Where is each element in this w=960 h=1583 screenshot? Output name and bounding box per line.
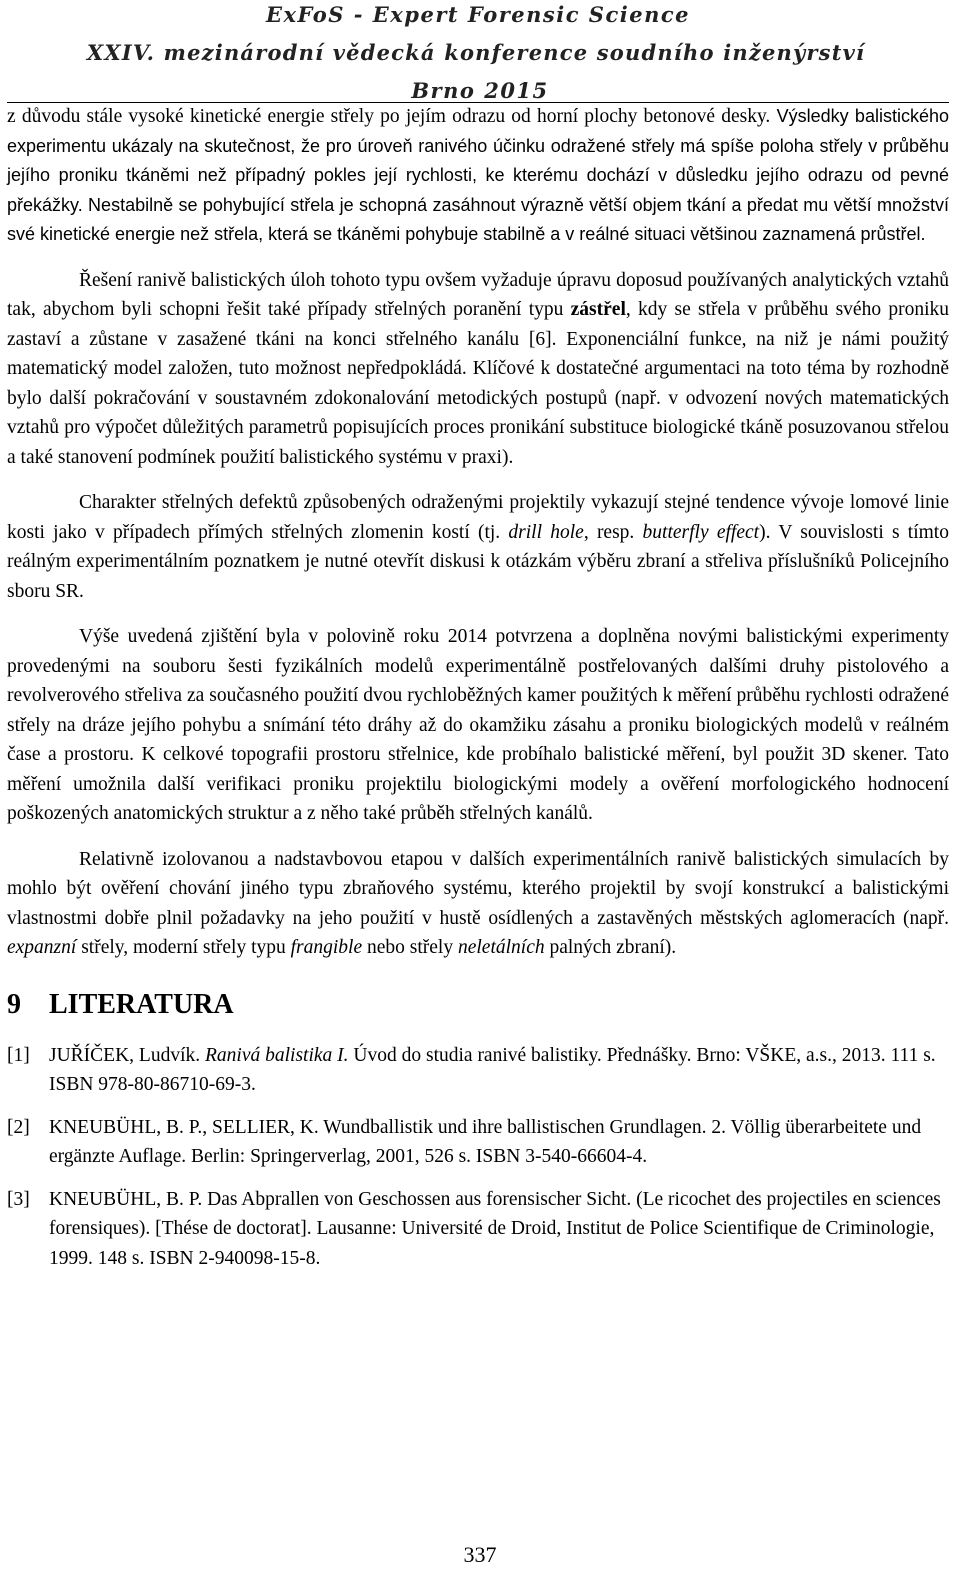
- reference-details: Úvod do studia ranivé balistiky. Přednášky. Brno: VŠKE, a.s., 2013. 111 s. ISBN 978-80-86710-69-3.: [49, 1044, 936, 1095]
- paragraph-5-text-cont-2: nebo střely: [362, 937, 458, 958]
- reference-text: [49, 1041, 949, 1100]
- paragraph-5-italic-term-3: neletálních: [457, 937, 545, 958]
- paragraph-5-text: Relativně izolovanou a nadstavbovou etapou v dalších experimentálních ranivě balistických simulacích by mohlo být ověření chování jiného typu zbraňového systému, kterého projektil by svojí konstrukcí a balistickými vlastnostmi dobře plnil požadavky na jeho použití v hustě osídlených a zastavěných městských aglomeracích (např.: [7, 848, 949, 929]
- paragraph-3-text: Charakter střelných defektů způsobených odraženými projektily vykazují stejné tendence vývoje lomové linie kosti jako v případech přímých střelných zlomenin kostí (tj.: [7, 492, 949, 543]
- paragraph-1-sans-part: Výsledky balistického experimentu ukázaly na skutečnost, že pro úroveň ranivého účinku odražené střely má spíše poloha střely v průběhu jejího proniku tkáněmi než případný pokles její rychlosti, ke kterému dochází v důsledku jejího odrazu od pevné překážky. Nestabilně se pohybující střela je schopná zasáhnout výrazně větší objem tkání a předat mu větší množství své kinetické energie než střela, která se tkáněmi pohybuje stabilně a v reálné situaci většinou zaznamená průstřel.: [7, 106, 949, 244]
- paragraph-2: [7, 266, 949, 473]
- header-location-year: Brno 2015: [411, 78, 549, 103]
- paragraph-2-text: Řešení ranivě balistických úloh tohoto typu ovšem vyžaduje úpravu doposud používaných analytických vztahů tak, abychom byli schopni řešit také případy střelných poranění typu: [7, 269, 949, 320]
- header-journal-title: ExFoS - Expert Forensic Science: [265, 2, 690, 27]
- section-title: LITERATURA: [49, 988, 234, 1020]
- paragraph-3-italic-term-2: butterfly effect: [642, 521, 760, 543]
- document-body: [7, 102, 949, 1273]
- reference-number: [1]: [7, 1044, 30, 1066]
- reference-number: [3]: [7, 1188, 30, 1210]
- paragraph-5: [7, 845, 949, 963]
- paragraph-5-text-end: palných zbraní).: [544, 937, 677, 958]
- reference-item: [7, 1113, 949, 1172]
- paragraph-3: [7, 488, 949, 606]
- reference-text: KNEUBÜHL, B. P., SELLIER, K. Wundballistik und ihre ballistischen Grundlagen. 2. Völlig überarbeitete und ergänzte Auflage. Berlin: Springerverlag, 2001, 526 s. ISBN 3-540-66604-4.: [49, 1116, 922, 1167]
- paragraph-2-bold-term: zástřel: [570, 299, 626, 320]
- reference-item: [7, 1185, 949, 1274]
- paragraph-3-italic-term-1: drill hole: [508, 521, 584, 543]
- reference-author: JUŘÍČEK, Ludvík.: [49, 1044, 205, 1066]
- paragraph-2-text-cont: , kdy se střela v průběhu svého proniku zastaví a zůstane v zasažené tkáni na konci střelného kanálu [6]. Exponenciální funkce, na niž je námi použitý matematický model založen, tuto možnost nepředpokládá. Klíčové k dostatečné argumentaci na toto téma by rozhodně bylo další pokračování v soustavném zdokonalování metodických postupů (např. v odvození nových matematických vztahů pro výpočet důležitých parametrů popisujících proces pronikání substituce biologické tkáně posuzovanou střelou a také stanovení podmínek použití balistického systému v praxi).: [7, 299, 949, 468]
- page-number: 337: [463, 1542, 497, 1567]
- reference-item: [7, 1041, 949, 1100]
- paragraph-1: [7, 102, 949, 250]
- paragraph-5-italic-term-1: expanzní: [7, 937, 77, 958]
- header-conference-title: XXIV. mezinárodní vědecká konference soudního inženýrství: [86, 40, 866, 65]
- paragraph-3-text-end: ). V souvislosti s tímto reálným experimentálním poznatkem je nutné otevřít diskusi k otázkám výběru zbraní a střeliva příslušníků Policejního sboru SR.: [7, 521, 949, 602]
- page-header: [0, 0, 960, 114]
- paragraph-5-italic-term-2: frangible: [290, 937, 363, 958]
- reference-text: KNEUBÜHL, B. P. Das Abprallen von Geschossen aus forensischer Sicht. (Le ricochet des projectiles en sciences forensiques). [Thése de doctorat]. Lausanne: Université de Droid, Institut de Police Scientifique de Criminologie, 1999. 148 s. ISBN 2-940098-15-8.: [49, 1188, 941, 1269]
- reference-title: Ranivá balistika I.: [205, 1044, 349, 1066]
- reference-number: [2]: [7, 1116, 30, 1138]
- section-number: 9: [7, 988, 21, 1020]
- paragraph-1-serif-part: z důvodu stále vysoké kinetické energie střely po jejím odrazu od horní plochy betonové desky.: [7, 106, 771, 127]
- section-heading: [7, 987, 949, 1023]
- paragraph-4: Výše uvedená zjištění byla v polovině roku 2014 potvrzena a doplněna novými balistickými experimenty provedenými na souboru šesti fyzikálních modelů experimentálně postřelovaných dalšími druhy pistolového a revolverového střeliva za současného použití dvou rychloběžných kamer použitých k měření průběhu rychlosti odražené střely na dráze jejího pohybu a snímání této dráhy až do okamžiku zásahu a proniku biologických modelů v reálném čase a prostoru. K celkové topografii prostoru střelnice, kde probíhalo balistické měření, byl použit 3D skener. Tato měření umožnila další verifikaci proniku projektilu biologickými modely a ověření morfologického hodnocení poškozených anatomických struktur a z něho také průběh střelných kanálů.: [7, 626, 949, 824]
- paragraph-3-text-cont: , resp.: [583, 521, 643, 543]
- paragraph-5-text-cont: střely, moderní střely typu: [76, 937, 291, 958]
